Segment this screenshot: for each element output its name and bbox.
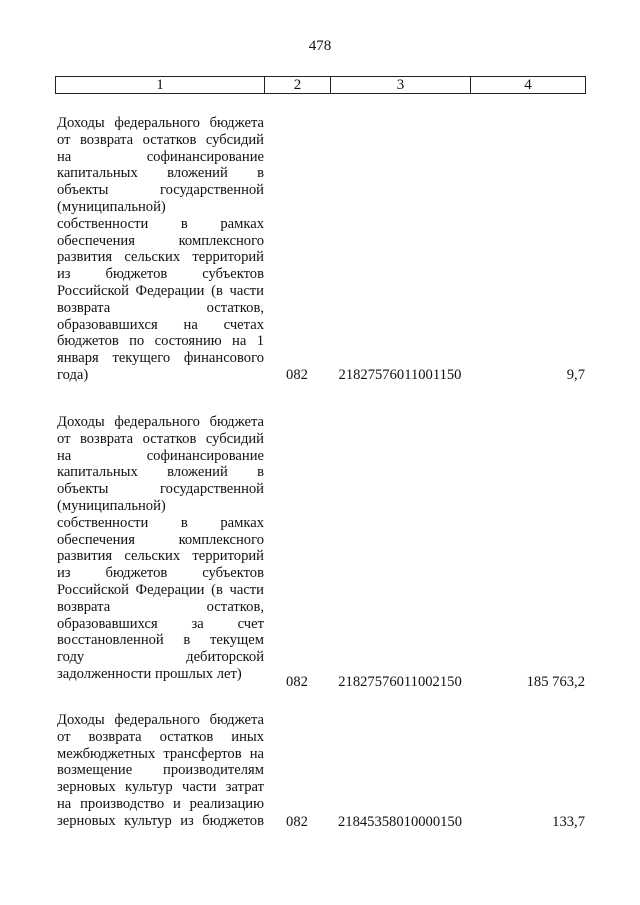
description-line: собственности в рамках [57,514,264,531]
description-line: развития сельских территорий [57,548,264,565]
description-line: Российской Федерации (в части [57,581,264,598]
description-line: бюджетов по состоянию на 1 [57,333,264,350]
description-line: капитальных вложений в [57,464,264,481]
page-number: 478 [308,38,332,54]
description-line: января текущего финансового [57,350,264,367]
description-line: межбюджетных трансфертов на [57,745,264,762]
row-description [57,712,264,830]
column-header-1: 1 [56,77,265,94]
description-line: на производство и реализацию [57,795,264,812]
amount-cell: 133,7 [552,814,585,830]
budget-code-cell: 21845358010000150 [337,814,463,830]
description-line: обеспечения комплексного [57,531,264,548]
description-line: Доходы федерального бюджета [57,414,264,430]
amount-cell: 9,7 [566,367,585,383]
description-line: зерновых культур части затрат [57,779,264,796]
description-line: на софинансирование [57,447,264,464]
description-line: на софинансирование [57,148,264,165]
description-line: собственности в рамках [57,215,264,232]
description-line: возмещение производителям [57,762,264,779]
description-line: развития сельских территорий [57,249,264,266]
description-line: возврата остатков, [57,598,264,615]
description-line: зерновых культур из бюджетов [57,812,264,829]
description-line: от возврата остатков субсидий [57,131,264,148]
description-line: из бюджетов субъектов [57,565,264,582]
description-line: объекты государственной [57,182,264,199]
description-line: образовавшихся за счет [57,615,264,632]
description-line: (муниципальной) [57,497,166,514]
description-line: восстановленной в текущем [57,632,264,649]
description-line: задолженности прошлых лет) [57,665,242,682]
description-line: от возврата остатков субсидий [57,430,264,447]
column-header-3: 3 [331,77,471,94]
description-line: возврата остатков, [57,299,264,316]
description-line: образовавшихся на счетах [57,316,264,333]
description-line: капитальных вложений в [57,165,264,182]
description-line: года) [57,366,89,383]
row-description [57,414,264,683]
admin-code-cell: 082 [286,814,308,830]
budget-code-cell: 21827576011002150 [338,674,462,690]
budget-code-cell: 21827576011001150 [338,367,462,383]
description-line: обеспечения комплексного [57,232,264,249]
description-line: (муниципальной) [57,198,166,215]
description-line: Российской Федерации (в части [57,282,264,299]
row-description [57,115,264,384]
description-line: Доходы федерального бюджета [57,712,264,728]
description-line: от возврата остатков иных [57,728,264,745]
description-line: Доходы федерального бюджета [57,115,264,131]
description-line: из бюджетов субъектов [57,266,264,283]
column-header-4: 4 [471,77,586,94]
description-line: объекты государственной [57,481,264,498]
admin-code-cell: 082 [286,674,308,690]
amount-cell: 185 763,2 [526,674,585,690]
column-header-row [56,77,586,94]
admin-code-cell: 082 [286,367,308,383]
column-header-table [55,76,586,94]
description-line: году дебиторской [57,649,264,666]
column-header-2: 2 [265,77,331,94]
